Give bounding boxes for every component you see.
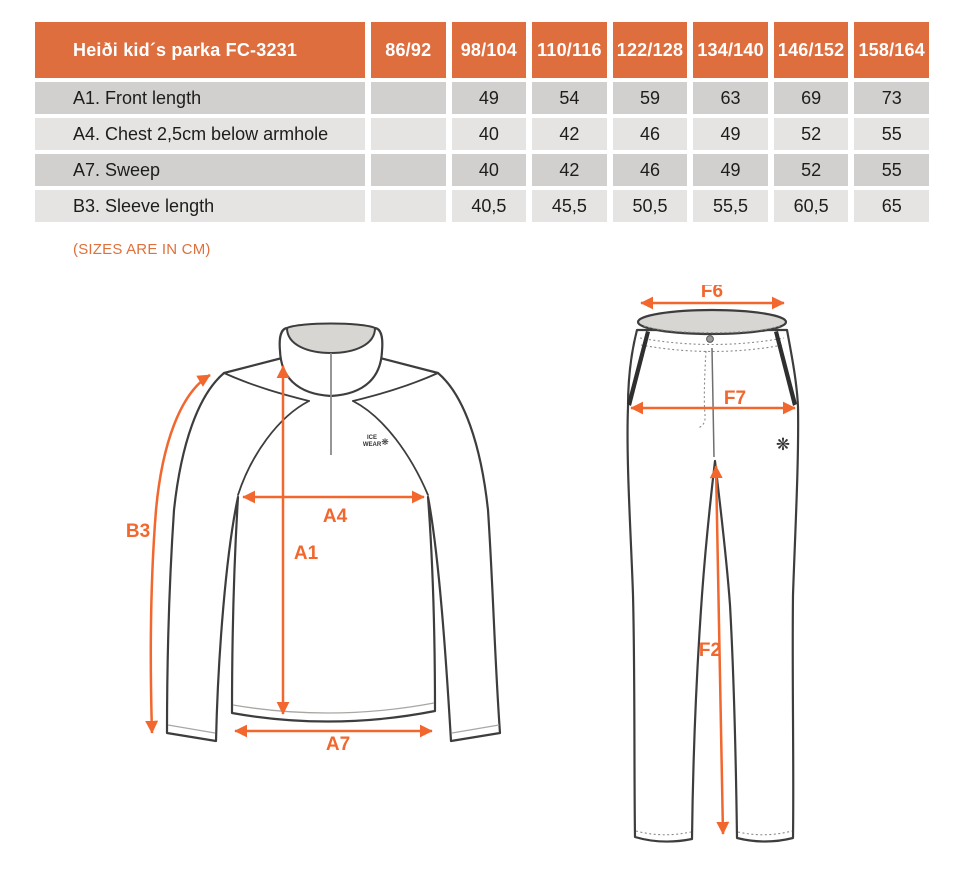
table-cell: 63: [693, 82, 768, 114]
table-cell: [371, 190, 446, 222]
table-cell: 49: [693, 154, 768, 186]
table-cell: 40,5: [452, 190, 527, 222]
b3-label: B3: [125, 521, 151, 542]
waist-button: [707, 336, 714, 343]
table-cell: 42: [532, 154, 607, 186]
row-label: A7. Sweep: [35, 154, 365, 186]
table-cell: 49: [452, 82, 527, 114]
table-cell: 55: [854, 154, 929, 186]
size-column-header: 86/92: [371, 22, 446, 78]
table-cell: 46: [613, 118, 688, 150]
pants-measurement-diagram: [600, 285, 840, 875]
sizes-in-cm-note: (SIZES ARE IN CM): [73, 241, 211, 258]
row-label: B3. Sleeve length: [35, 190, 365, 222]
table-cell: 60,5: [774, 190, 849, 222]
table-cell: 73: [854, 82, 929, 114]
row-label: A4. Chest 2,5cm below armhole: [35, 118, 365, 150]
size-column-header: 146/152: [774, 22, 849, 78]
logo-text-top: ICE: [366, 435, 378, 441]
a7-label: A7: [325, 734, 351, 755]
table-cell: 52: [774, 118, 849, 150]
a4-label: A4: [322, 506, 348, 527]
table-title-cell: Heiði kid´s parka FC-3231: [35, 22, 365, 78]
table-cell: 55,5: [693, 190, 768, 222]
jacket-measurement-diagram: [110, 295, 550, 775]
size-column-header: 158/164: [854, 22, 929, 78]
table-cell: 50,5: [613, 190, 688, 222]
table-cell: 52: [774, 154, 849, 186]
table-cell: 45,5: [532, 190, 607, 222]
a1-label: A1: [293, 543, 319, 564]
jacket-outline: [167, 357, 500, 741]
f7-label: F7: [723, 388, 747, 409]
table-cell: 55: [854, 118, 929, 150]
table-cell: [371, 118, 446, 150]
table-cell: 69: [774, 82, 849, 114]
table-cell: 46: [613, 154, 688, 186]
table-cell: 42: [532, 118, 607, 150]
size-table: [35, 22, 929, 222]
snowflake-icon: ❋: [775, 435, 791, 454]
size-column-header: 122/128: [613, 22, 688, 78]
size-column-header: 98/104: [452, 22, 527, 78]
row-label: A1. Front length: [35, 82, 365, 114]
f6-label: F6: [700, 285, 724, 302]
table-cell: 49: [693, 118, 768, 150]
table-cell: 54: [532, 82, 607, 114]
f2-label: F2: [698, 640, 722, 661]
table-cell: [371, 82, 446, 114]
size-column-header: 134/140: [693, 22, 768, 78]
table-cell: 40: [452, 154, 527, 186]
snowflake-icon: ❋: [381, 437, 389, 447]
size-column-header: 110/116: [532, 22, 607, 78]
brand-logo: [363, 435, 389, 448]
table-cell: [371, 154, 446, 186]
table-cell: 59: [613, 82, 688, 114]
table-cell: 65: [854, 190, 929, 222]
logo-text-bottom: WEAR: [362, 442, 382, 448]
waist-opening: [638, 310, 786, 334]
table-cell: 40: [452, 118, 527, 150]
